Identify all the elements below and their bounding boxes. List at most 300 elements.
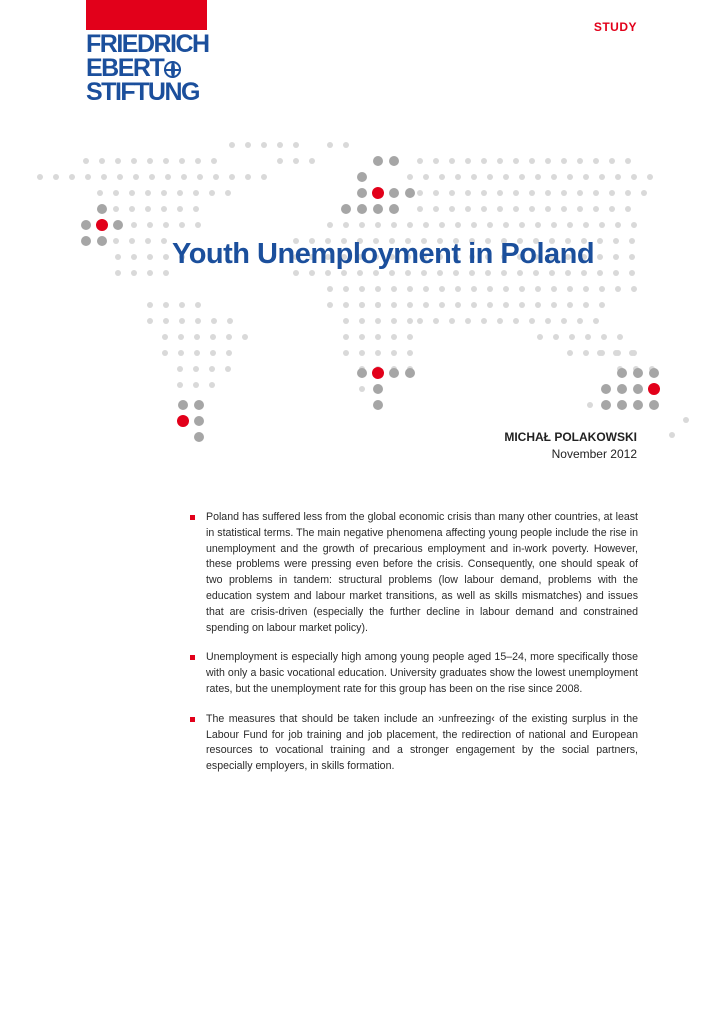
map-dot — [617, 384, 627, 394]
map-dot — [145, 206, 151, 212]
logo-line-2: EBERT — [86, 56, 221, 80]
map-dot — [647, 174, 653, 180]
map-dot — [599, 302, 605, 308]
map-dot — [601, 400, 611, 410]
map-dot — [629, 350, 635, 356]
map-dot — [177, 382, 183, 388]
map-dot — [343, 286, 349, 292]
map-dot — [569, 334, 575, 340]
map-dot — [163, 222, 169, 228]
map-dot — [147, 318, 153, 324]
map-dot — [343, 222, 349, 228]
map-dot — [465, 318, 471, 324]
map-dot — [433, 190, 439, 196]
map-dot — [405, 188, 415, 198]
map-dot — [601, 384, 611, 394]
map-dot — [131, 270, 137, 276]
map-dot — [633, 384, 643, 394]
map-dot — [181, 174, 187, 180]
map-dot — [226, 350, 232, 356]
map-dot — [129, 206, 135, 212]
map-dot — [277, 158, 283, 164]
map-dot — [389, 188, 399, 198]
map-dot — [193, 206, 199, 212]
map-dot — [545, 206, 551, 212]
map-dot — [519, 222, 525, 228]
map-dot — [197, 174, 203, 180]
map-dot — [535, 302, 541, 308]
map-dot — [455, 286, 461, 292]
map-dot — [359, 302, 365, 308]
map-dot — [113, 238, 119, 244]
map-dot — [145, 238, 151, 244]
map-dot — [513, 318, 519, 324]
map-dot — [529, 190, 535, 196]
map-dot — [229, 142, 235, 148]
map-dot — [177, 206, 183, 212]
map-dot — [631, 286, 637, 292]
map-dot — [417, 158, 423, 164]
map-dot — [161, 206, 167, 212]
map-dot — [535, 222, 541, 228]
document-type-label: STUDY — [593, 20, 637, 34]
map-dot — [113, 190, 119, 196]
map-dot — [449, 158, 455, 164]
globe-icon — [164, 61, 181, 78]
map-dot — [37, 174, 43, 180]
logo-line-3: STIFTUNG — [86, 78, 199, 106]
map-dot — [417, 318, 423, 324]
map-dot — [487, 286, 493, 292]
map-dot — [391, 302, 397, 308]
map-dot — [455, 174, 461, 180]
map-dot — [357, 204, 367, 214]
map-dot — [405, 368, 415, 378]
map-dot — [577, 318, 583, 324]
map-dot — [162, 350, 168, 356]
logo-line-1: FRIEDRICH — [86, 30, 209, 58]
map-dot — [115, 158, 121, 164]
map-dot — [194, 416, 204, 426]
map-dot — [487, 302, 493, 308]
map-dot — [633, 368, 643, 378]
map-dot — [147, 270, 153, 276]
map-dot — [537, 334, 543, 340]
map-dot — [359, 350, 365, 356]
map-dot — [211, 318, 217, 324]
map-dot — [481, 318, 487, 324]
map-dot — [210, 350, 216, 356]
map-dot — [165, 174, 171, 180]
map-dot — [601, 334, 607, 340]
map-dot — [211, 158, 217, 164]
map-dot — [293, 158, 299, 164]
map-dot — [587, 402, 593, 408]
map-dot — [293, 142, 299, 148]
map-dot — [163, 318, 169, 324]
map-dot — [261, 174, 267, 180]
map-dot — [179, 302, 185, 308]
bullet-square-icon — [190, 717, 195, 722]
map-dot — [391, 222, 397, 228]
map-dot — [648, 383, 660, 395]
map-dot — [471, 286, 477, 292]
map-dot — [359, 286, 365, 292]
map-dot — [341, 204, 351, 214]
map-dot — [449, 318, 455, 324]
map-dot — [343, 334, 349, 340]
map-dot — [407, 174, 413, 180]
map-dot — [261, 142, 267, 148]
map-dot — [129, 190, 135, 196]
map-dot — [609, 158, 615, 164]
map-dot — [561, 158, 567, 164]
map-dot — [583, 222, 589, 228]
map-dot — [53, 174, 59, 180]
foundation-logo — [86, 32, 221, 104]
map-dot — [389, 204, 399, 214]
map-dot — [487, 222, 493, 228]
map-dot — [455, 222, 461, 228]
map-dot — [209, 190, 215, 196]
map-dot — [242, 334, 248, 340]
map-dot — [625, 206, 631, 212]
map-dot — [497, 190, 503, 196]
map-dot — [407, 350, 413, 356]
map-dot — [683, 417, 689, 423]
map-dot — [96, 219, 108, 231]
map-dot — [83, 158, 89, 164]
summary-item: The measures that should be taken include an ›unfreezing‹ of the existing surplus in the Labour Fund for job training and job placement, the redirection of national and European resources to vocational training and a stronger engagement by the social partners, especially employers, in skills formation. — [190, 712, 638, 775]
map-dot — [194, 334, 200, 340]
map-dot — [519, 302, 525, 308]
map-dot — [327, 222, 333, 228]
map-dot — [327, 142, 333, 148]
map-dot — [513, 206, 519, 212]
map-dot — [617, 334, 623, 340]
map-dot — [163, 254, 169, 260]
map-dot — [359, 222, 365, 228]
map-dot — [487, 174, 493, 180]
map-dot — [481, 206, 487, 212]
map-dot — [327, 302, 333, 308]
map-dot — [519, 286, 525, 292]
map-dot — [567, 174, 573, 180]
map-dot — [625, 158, 631, 164]
map-dot — [147, 302, 153, 308]
map-dot — [277, 142, 283, 148]
map-dot — [81, 220, 91, 230]
map-dot — [439, 174, 445, 180]
map-dot — [599, 174, 605, 180]
map-dot — [597, 350, 603, 356]
map-dot — [583, 286, 589, 292]
map-dot — [194, 350, 200, 356]
map-dot — [625, 190, 631, 196]
map-dot — [161, 190, 167, 196]
map-dot — [391, 318, 397, 324]
map-dot — [545, 190, 551, 196]
map-dot — [439, 286, 445, 292]
map-dot — [433, 318, 439, 324]
map-dot — [417, 190, 423, 196]
map-dot — [529, 318, 535, 324]
map-dot — [535, 174, 541, 180]
map-dot — [545, 318, 551, 324]
map-dot — [133, 174, 139, 180]
map-dot — [465, 190, 471, 196]
map-dot — [149, 174, 155, 180]
map-dot — [449, 190, 455, 196]
map-dot — [372, 367, 384, 379]
map-dot — [497, 318, 503, 324]
map-dot — [617, 400, 627, 410]
map-dot — [225, 190, 231, 196]
map-dot — [551, 222, 557, 228]
map-dot — [439, 302, 445, 308]
map-dot — [391, 286, 397, 292]
map-dot — [407, 286, 413, 292]
map-dot — [147, 158, 153, 164]
map-dot — [357, 172, 367, 182]
map-dot — [389, 156, 399, 166]
map-dot — [551, 286, 557, 292]
map-dot — [209, 382, 215, 388]
map-dot — [519, 174, 525, 180]
map-dot — [631, 222, 637, 228]
map-dot — [513, 158, 519, 164]
map-dot — [497, 158, 503, 164]
map-dot — [113, 220, 123, 230]
map-dot — [375, 302, 381, 308]
map-dot — [97, 204, 107, 214]
map-dot — [179, 318, 185, 324]
map-dot — [631, 174, 637, 180]
map-dot — [583, 174, 589, 180]
map-dot — [147, 222, 153, 228]
map-dot — [583, 350, 589, 356]
map-dot — [465, 158, 471, 164]
map-dot — [343, 302, 349, 308]
map-dot — [129, 238, 135, 244]
map-dot — [465, 206, 471, 212]
map-dot — [113, 206, 119, 212]
map-dot — [503, 302, 509, 308]
map-dot — [633, 400, 643, 410]
map-dot — [593, 206, 599, 212]
map-dot — [599, 222, 605, 228]
map-dot — [162, 334, 168, 340]
map-dot — [375, 318, 381, 324]
map-dot — [433, 158, 439, 164]
map-dot — [545, 158, 551, 164]
map-dot — [359, 334, 365, 340]
map-dot — [423, 174, 429, 180]
map-dot — [373, 384, 383, 394]
map-dot — [327, 286, 333, 292]
map-dot — [375, 334, 381, 340]
map-dot — [375, 350, 381, 356]
map-dot — [617, 368, 627, 378]
map-dot — [178, 334, 184, 340]
map-dot — [177, 415, 189, 427]
map-dot — [553, 334, 559, 340]
map-dot — [513, 190, 519, 196]
map-dot — [194, 432, 204, 442]
map-dot — [359, 318, 365, 324]
map-dot — [439, 222, 445, 228]
map-dot — [471, 302, 477, 308]
map-dot — [497, 206, 503, 212]
map-dot — [417, 206, 423, 212]
map-dot — [561, 190, 567, 196]
bullet-square-icon — [190, 655, 195, 660]
map-dot — [455, 302, 461, 308]
map-dot — [343, 142, 349, 148]
map-dot — [609, 190, 615, 196]
map-dot — [561, 318, 567, 324]
map-dot — [391, 350, 397, 356]
map-dot — [373, 204, 383, 214]
map-dot — [567, 350, 573, 356]
map-dot — [669, 432, 675, 438]
map-dot — [449, 206, 455, 212]
map-dot — [593, 190, 599, 196]
map-dot — [567, 222, 573, 228]
map-dot — [227, 318, 233, 324]
map-dot — [585, 334, 591, 340]
map-dot — [99, 158, 105, 164]
map-dot — [163, 270, 169, 276]
map-dot — [145, 190, 151, 196]
map-dot — [615, 286, 621, 292]
map-dot — [407, 302, 413, 308]
map-dot — [373, 156, 383, 166]
map-dot — [163, 158, 169, 164]
map-dot — [195, 158, 201, 164]
map-dot — [577, 190, 583, 196]
logo-red-bar — [86, 0, 207, 30]
map-dot — [375, 222, 381, 228]
page-title: Youth Unemployment in Poland — [172, 238, 595, 270]
map-dot — [551, 302, 557, 308]
map-dot — [179, 158, 185, 164]
map-dot — [529, 158, 535, 164]
map-dot — [195, 318, 201, 324]
map-dot — [389, 368, 399, 378]
map-dot — [97, 190, 103, 196]
map-dot — [343, 318, 349, 324]
map-dot — [209, 366, 215, 372]
author-name: MICHAŁ POLAKOWSKI — [504, 430, 637, 444]
map-dot — [97, 236, 107, 246]
map-dot — [117, 174, 123, 180]
map-dot — [177, 190, 183, 196]
map-dot — [85, 174, 91, 180]
summary-list — [190, 510, 638, 789]
map-dot — [407, 334, 413, 340]
map-dot — [535, 286, 541, 292]
map-dot — [131, 254, 137, 260]
map-dot — [567, 286, 573, 292]
map-dot — [309, 158, 315, 164]
map-dot — [641, 190, 647, 196]
map-dot — [115, 270, 121, 276]
map-dot — [471, 174, 477, 180]
map-dot — [115, 254, 121, 260]
map-dot — [503, 174, 509, 180]
summary-item: Poland has suffered less from the global economic crisis than many other countries, at least in statistical terms. The main negative phenomena affecting young people include the rise in unemployment and the growth of precarious employment and in-work poverty. However, these problems were pressing even before the crisis. Consequently, one should speak of two problems in tandem: structural problems (low labour demand, problems with the education system and labour market transitions, as well as skills mismatches) and issues that are crisis-driven (especially the further decline in labour demand and constrained spending on labour market policy). — [190, 510, 638, 636]
map-dot — [613, 350, 619, 356]
map-dot — [194, 400, 204, 410]
publication-date: November 2012 — [551, 447, 637, 461]
map-dot — [101, 174, 107, 180]
map-dot — [193, 382, 199, 388]
world-dot-map — [0, 130, 724, 470]
map-dot — [593, 158, 599, 164]
map-dot — [179, 222, 185, 228]
map-dot — [193, 190, 199, 196]
map-dot — [373, 400, 383, 410]
map-dot — [195, 222, 201, 228]
map-dot — [615, 222, 621, 228]
map-dot — [245, 174, 251, 180]
map-dot — [407, 222, 413, 228]
map-dot — [131, 158, 137, 164]
map-dot — [567, 302, 573, 308]
map-dot — [177, 366, 183, 372]
map-dot — [649, 368, 659, 378]
map-dot — [69, 174, 75, 180]
map-dot — [583, 302, 589, 308]
map-dot — [229, 174, 235, 180]
map-dot — [343, 350, 349, 356]
map-dot — [81, 236, 91, 246]
map-dot — [551, 174, 557, 180]
map-dot — [471, 222, 477, 228]
map-dot — [503, 286, 509, 292]
map-dot — [147, 254, 153, 260]
map-dot — [161, 238, 167, 244]
map-dot — [359, 386, 365, 392]
map-dot — [649, 400, 659, 410]
map-dot — [615, 174, 621, 180]
map-dot — [178, 400, 188, 410]
map-dot — [357, 188, 367, 198]
map-dot — [163, 302, 169, 308]
map-dot — [423, 286, 429, 292]
map-dot — [503, 222, 509, 228]
map-dot — [372, 187, 384, 199]
map-dot — [577, 158, 583, 164]
map-dot — [481, 190, 487, 196]
map-dot — [245, 142, 251, 148]
bullet-square-icon — [190, 515, 195, 520]
map-dot — [375, 286, 381, 292]
summary-item: Unemployment is especially high among young people aged 15–24, more specifically those with only a basic vocational education. University graduates show the lowest unemployment rates, but the unemployment rate for this group has been on the rise since 2008. — [190, 650, 638, 697]
map-dot — [193, 366, 199, 372]
map-dot — [357, 368, 367, 378]
map-dot — [131, 222, 137, 228]
map-dot — [213, 174, 219, 180]
map-dot — [593, 318, 599, 324]
map-dot — [226, 334, 232, 340]
map-dot — [561, 206, 567, 212]
map-dot — [195, 302, 201, 308]
map-dot — [599, 286, 605, 292]
map-dot — [423, 222, 429, 228]
map-dot — [529, 206, 535, 212]
